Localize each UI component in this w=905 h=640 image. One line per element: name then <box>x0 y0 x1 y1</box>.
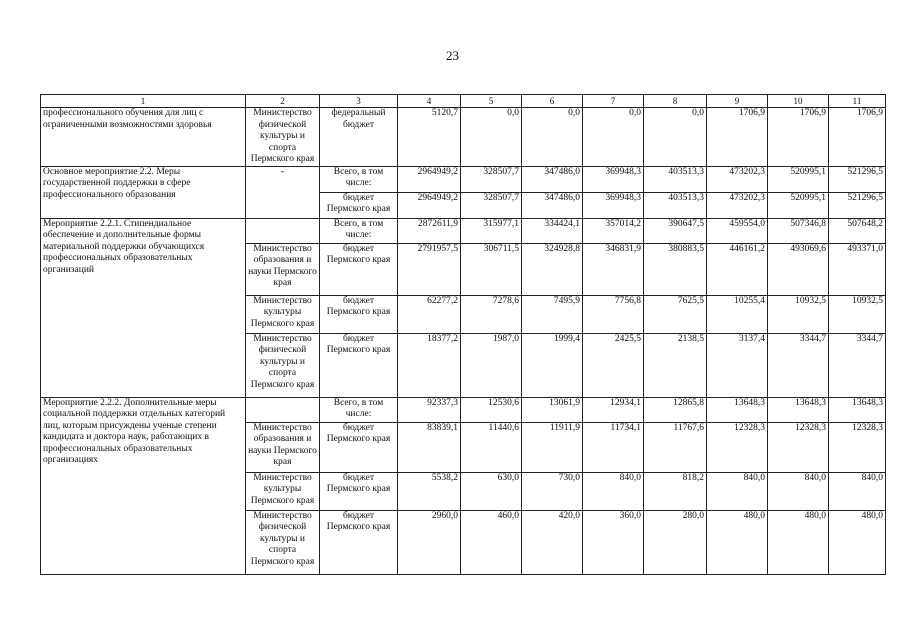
value-cell: 280,0 <box>644 510 707 574</box>
value-cell: 2872611,9 <box>398 218 461 243</box>
value-cell: 3344,7 <box>768 333 829 397</box>
table-row <box>41 218 886 243</box>
funding-source: бюджет Пермского края <box>320 295 398 333</box>
funding-source: бюджет Пермского края <box>320 472 398 510</box>
value-cell: 2791957,5 <box>398 243 461 295</box>
value-cell: 460,0 <box>461 510 522 574</box>
executor <box>246 218 320 243</box>
value-cell: 480,0 <box>829 510 886 574</box>
value-cell: 13061,9 <box>522 397 583 422</box>
executor <box>246 397 320 422</box>
funding-source: бюджет Пермского края <box>320 422 398 472</box>
value-cell: 10255,4 <box>707 295 768 333</box>
value-cell: 11911,9 <box>522 422 583 472</box>
executor: Министерство культуры Пермского края <box>246 472 320 510</box>
value-cell: 480,0 <box>768 510 829 574</box>
value-cell: 473202,3 <box>707 192 768 218</box>
value-cell: 11440,6 <box>461 422 522 472</box>
funding-source: бюджет Пермского края <box>320 192 398 218</box>
column-header: 9 <box>707 95 768 108</box>
funding-source: бюджет Пермского края <box>320 243 398 295</box>
value-cell: 10932,5 <box>829 295 886 333</box>
funding-source: Всего, в том числе: <box>320 166 398 192</box>
value-cell: 12934,1 <box>583 397 644 422</box>
value-cell: 2425,5 <box>583 333 644 397</box>
value-cell: 493371,0 <box>829 243 886 295</box>
funding-source: федеральный бюджет <box>320 108 398 167</box>
value-cell: 1999,4 <box>522 333 583 397</box>
budget-table <box>40 94 886 575</box>
value-cell: 62277,2 <box>398 295 461 333</box>
column-header: 6 <box>522 95 583 108</box>
value-cell: 480,0 <box>707 510 768 574</box>
column-header: 3 <box>320 95 398 108</box>
funding-source: Всего, в том числе: <box>320 218 398 243</box>
value-cell: 12328,3 <box>768 422 829 472</box>
value-cell: 328507,7 <box>461 166 522 192</box>
value-cell: 5120,7 <box>398 108 461 167</box>
value-cell: 7495,9 <box>522 295 583 333</box>
value-cell: 3344,7 <box>829 333 886 397</box>
column-header: 8 <box>644 95 707 108</box>
value-cell: 1706,9 <box>829 108 886 167</box>
funding-source: бюджет Пермского края <box>320 333 398 397</box>
value-cell: 12328,3 <box>707 422 768 472</box>
value-cell: 840,0 <box>768 472 829 510</box>
value-cell: 1706,9 <box>707 108 768 167</box>
value-cell: 334424,1 <box>522 218 583 243</box>
value-cell: 507648,2 <box>829 218 886 243</box>
value-cell: 840,0 <box>829 472 886 510</box>
value-cell: 1987,0 <box>461 333 522 397</box>
value-cell: 7278,6 <box>461 295 522 333</box>
value-cell: 818,2 <box>644 472 707 510</box>
value-cell: 369948,3 <box>583 166 644 192</box>
value-cell: 5538,2 <box>398 472 461 510</box>
value-cell: 357014,2 <box>583 218 644 243</box>
executor: Министерство физической культуры и спорта Пермского края <box>246 108 320 167</box>
value-cell: 840,0 <box>583 472 644 510</box>
value-cell: 446161,2 <box>707 243 768 295</box>
value-cell: 347486,0 <box>522 192 583 218</box>
page-number: 23 <box>446 48 459 63</box>
value-cell: 7625,5 <box>644 295 707 333</box>
value-cell: 3137,4 <box>707 333 768 397</box>
value-cell: 18377,2 <box>398 333 461 397</box>
value-cell: 315977,1 <box>461 218 522 243</box>
value-cell: 390647,5 <box>644 218 707 243</box>
value-cell: 346831,9 <box>583 243 644 295</box>
value-cell: 12530,6 <box>461 397 522 422</box>
value-cell: 83839,1 <box>398 422 461 472</box>
table-row <box>41 397 886 422</box>
value-cell: 840,0 <box>707 472 768 510</box>
value-cell: 11734,1 <box>583 422 644 472</box>
value-cell: 2964949,2 <box>398 166 461 192</box>
value-cell: 473202,3 <box>707 166 768 192</box>
value-cell: 493069,6 <box>768 243 829 295</box>
value-cell: 0,0 <box>583 108 644 167</box>
value-cell: 10932,5 <box>768 295 829 333</box>
measure-name: Основное мероприятие 2.2. Меры государственной поддержки в сфере профессионального образования <box>41 166 246 218</box>
value-cell: 7756,8 <box>583 295 644 333</box>
value-cell: 1706,9 <box>768 108 829 167</box>
column-header: 10 <box>768 95 829 108</box>
header-row <box>41 95 886 108</box>
value-cell: 420,0 <box>522 510 583 574</box>
value-cell: 630,0 <box>461 472 522 510</box>
value-cell: 306711,5 <box>461 243 522 295</box>
value-cell: 13648,3 <box>829 397 886 422</box>
measure-name: профессионального обучения для лиц с ограниченными возможностями здоровья <box>41 108 246 167</box>
funding-source: Всего, в том числе: <box>320 397 398 422</box>
column-header: 4 <box>398 95 461 108</box>
value-cell: 403513,3 <box>644 166 707 192</box>
value-cell: 730,0 <box>522 472 583 510</box>
value-cell: 521296,5 <box>829 192 886 218</box>
table-row <box>41 108 886 167</box>
value-cell: 13648,3 <box>707 397 768 422</box>
executor: Министерство образования и науки Пермского края <box>246 243 320 295</box>
value-cell: 11767,6 <box>644 422 707 472</box>
value-cell: 92337,3 <box>398 397 461 422</box>
column-header: 2 <box>246 95 320 108</box>
value-cell: 520995,1 <box>768 192 829 218</box>
value-cell: 507346,8 <box>768 218 829 243</box>
funding-source: бюджет Пермского края <box>320 510 398 574</box>
table-row <box>41 166 886 192</box>
measure-name: Мероприятие 2.2.2. Дополнительные меры социальной поддержки отдельных категорий лиц, которым присуждены ученые степени кандидата и доктора наук, работающих в профессиональных образовательных организациях <box>41 397 246 574</box>
column-header: 1 <box>41 95 246 108</box>
value-cell: 12328,3 <box>829 422 886 472</box>
value-cell: 520995,1 <box>768 166 829 192</box>
executor: Министерство физической культуры и спорта Пермского края <box>246 333 320 397</box>
value-cell: 328507,7 <box>461 192 522 218</box>
value-cell: 347486,0 <box>522 166 583 192</box>
value-cell: 2964949,2 <box>398 192 461 218</box>
executor: Министерство физической культуры и спорта Пермского края <box>246 510 320 574</box>
value-cell: 403513,3 <box>644 192 707 218</box>
value-cell: 360,0 <box>583 510 644 574</box>
value-cell: 369948,3 <box>583 192 644 218</box>
executor: Министерство культуры Пермского края <box>246 295 320 333</box>
value-cell: 521296,5 <box>829 166 886 192</box>
value-cell: 0,0 <box>461 108 522 167</box>
value-cell: 12865,8 <box>644 397 707 422</box>
executor: - <box>246 166 320 218</box>
column-header: 7 <box>583 95 644 108</box>
value-cell: 459554,0 <box>707 218 768 243</box>
value-cell: 0,0 <box>522 108 583 167</box>
measure-name: Мероприятие 2.2.1. Стипендиальное обеспечение и дополнительные формы материальной поддержки обучающихся профессиональных образовательных организаций <box>41 218 246 397</box>
value-cell: 2960,0 <box>398 510 461 574</box>
value-cell: 324928,8 <box>522 243 583 295</box>
column-header: 11 <box>829 95 886 108</box>
value-cell: 380883,5 <box>644 243 707 295</box>
value-cell: 0,0 <box>644 108 707 167</box>
executor: Министерство образования и науки Пермского края <box>246 422 320 472</box>
value-cell: 2138,5 <box>644 333 707 397</box>
value-cell: 13648,3 <box>768 397 829 422</box>
column-header: 5 <box>461 95 522 108</box>
